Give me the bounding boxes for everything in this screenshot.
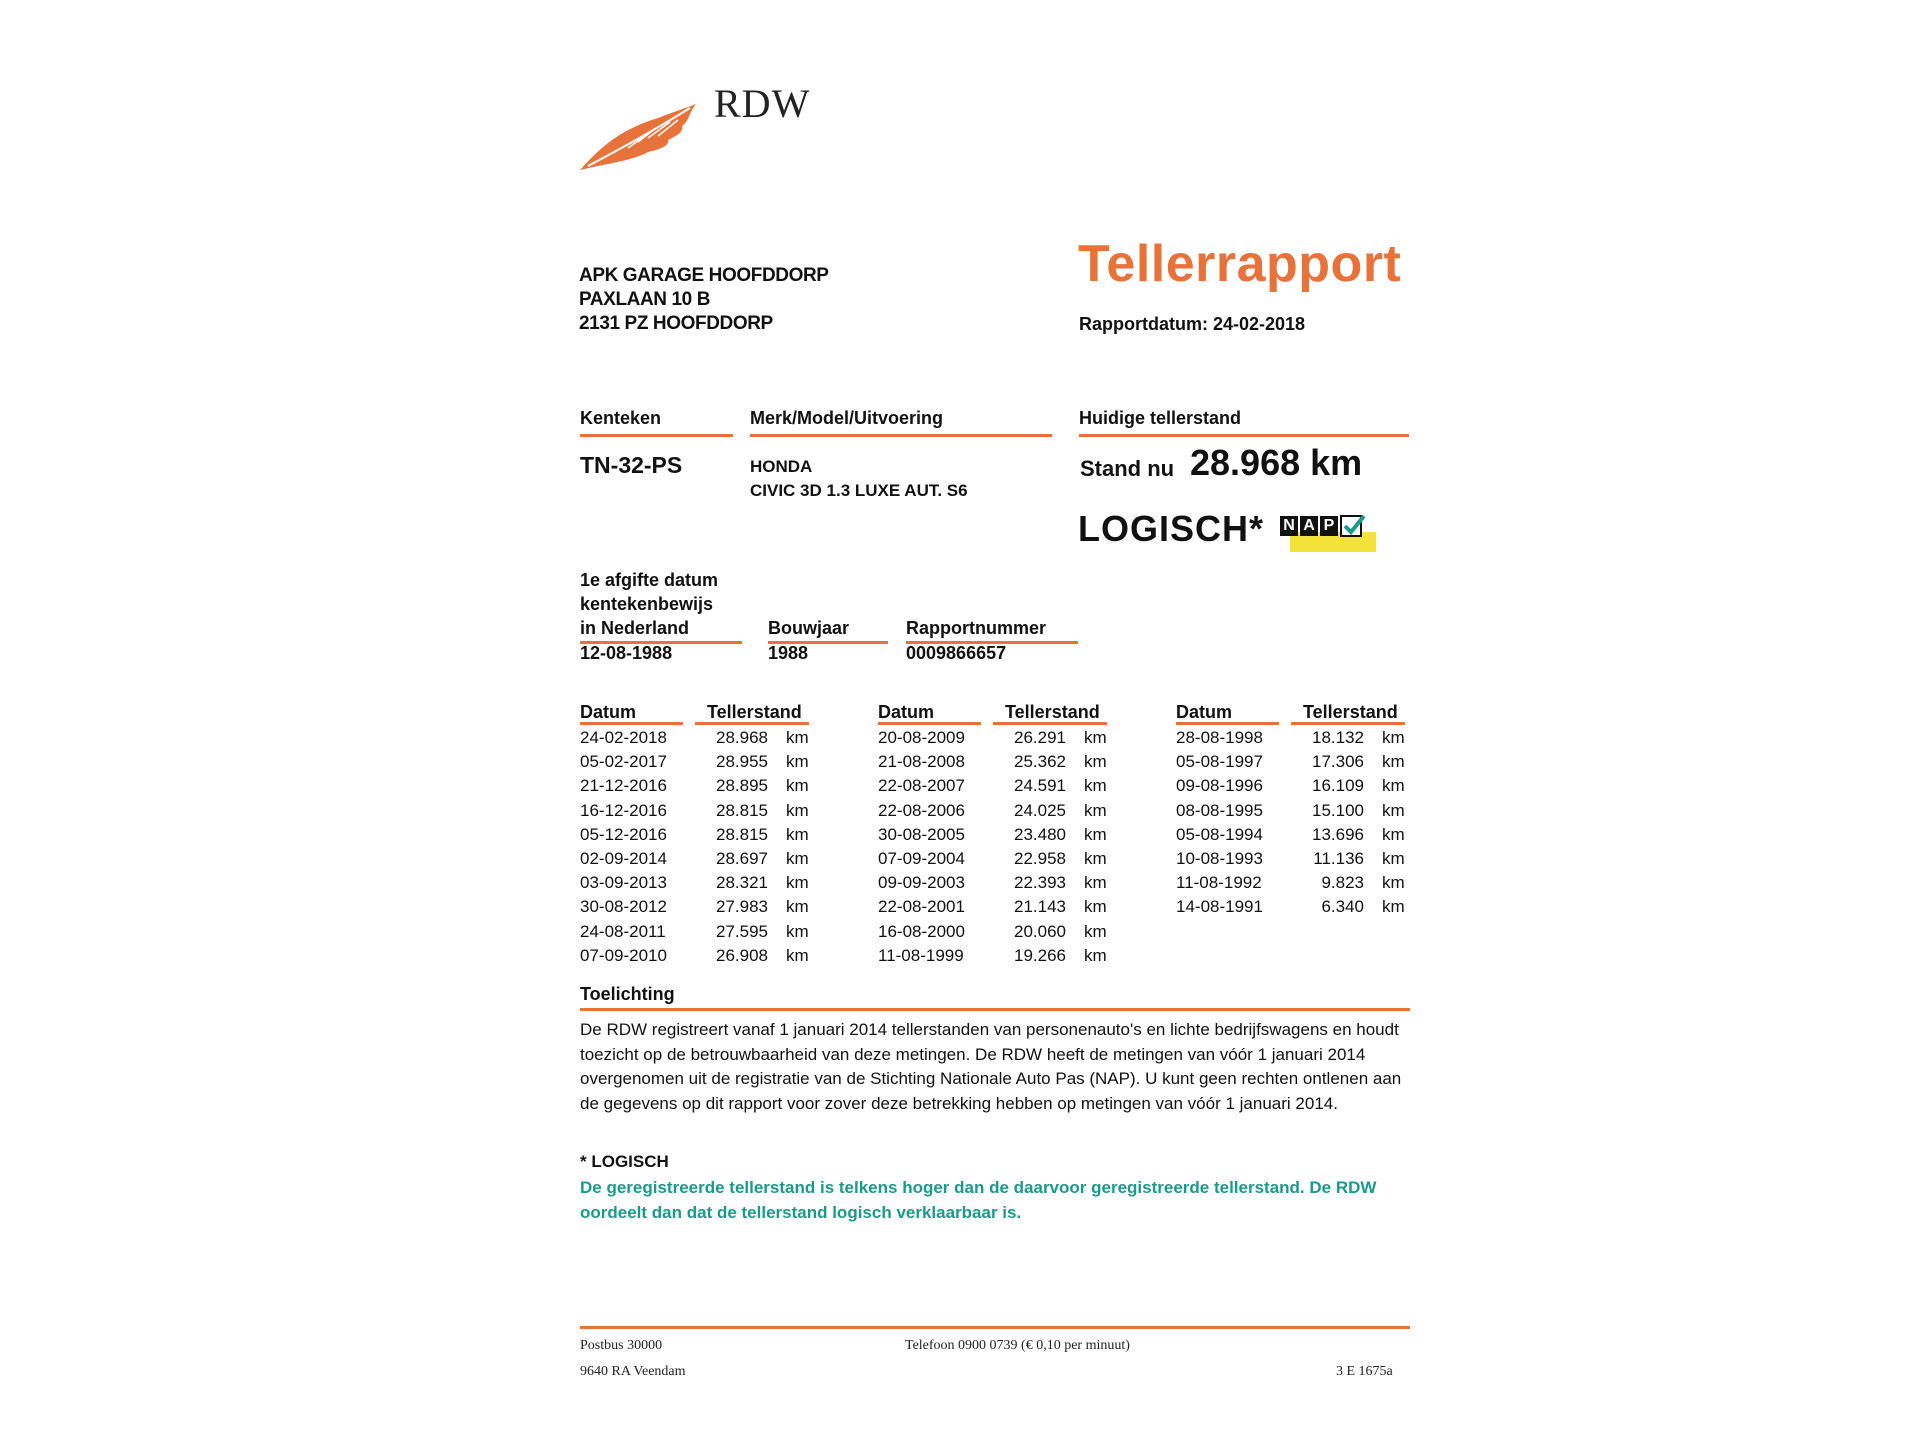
reading-date: 21-08-2008 <box>878 752 965 772</box>
reading-unit: km <box>786 824 809 844</box>
readings-column-2 <box>878 728 1108 970</box>
reading-date: 24-02-2018 <box>580 728 667 747</box>
divider <box>878 722 981 725</box>
reading-value: 16.109 <box>1312 776 1364 796</box>
divider <box>750 434 1052 437</box>
reading-value: 26.291 <box>1014 728 1066 747</box>
reading-value: 23.480 <box>1014 824 1066 844</box>
table-row <box>878 728 1108 752</box>
reading-value: 28.895 <box>716 776 768 796</box>
reading-unit: km <box>1382 752 1405 772</box>
table-row <box>580 825 810 849</box>
footer-postbus: Postbus 30000 <box>580 1338 663 1353</box>
table-row <box>580 873 810 897</box>
divider <box>993 722 1107 725</box>
reading-value: 28.968 <box>716 728 768 747</box>
readings-column-1 <box>580 728 810 970</box>
year-value: 1988 <box>768 643 809 663</box>
reading-unit: km <box>1084 776 1107 796</box>
verdict-label: LOGISCH* <box>1078 508 1265 549</box>
reading-unit: km <box>1382 824 1405 844</box>
reading-unit: km <box>1382 800 1405 820</box>
table-row <box>580 801 810 825</box>
reading-value: 22.958 <box>1014 848 1066 868</box>
reading-value: 28.815 <box>716 800 768 820</box>
reading-unit: km <box>786 752 809 772</box>
reading-date: 22-08-2006 <box>878 800 965 820</box>
footer-form-code: 3 E 1675a <box>1336 1364 1393 1379</box>
table-row <box>1176 825 1406 849</box>
table-row <box>1176 897 1406 921</box>
first-issue-value: 12-08-1988 <box>580 643 673 663</box>
checkmark-icon <box>1340 514 1366 538</box>
report-number-label: Rapportnummer <box>906 618 1047 638</box>
reading-date: 20-08-2009 <box>878 728 965 747</box>
table-row <box>580 752 810 776</box>
nap-letter-a: A <box>1300 516 1318 536</box>
table-row <box>580 728 810 752</box>
first-issue-label-1: 1e afgifte datum <box>580 570 719 590</box>
reading-value: 27.595 <box>716 921 768 941</box>
table-row <box>878 752 1108 776</box>
first-issue-label-2: kentekenbewijs <box>580 594 714 614</box>
reading-value: 22.393 <box>1014 873 1066 893</box>
document-title: Tellerrapport <box>1078 235 1402 293</box>
table-row <box>878 801 1108 825</box>
table-row <box>580 776 810 800</box>
rdw-feather-logo-icon <box>578 100 698 172</box>
table-row <box>878 825 1108 849</box>
reading-date: 16-08-2000 <box>878 921 965 941</box>
reading-value: 19.266 <box>1014 945 1066 965</box>
reading-value: 6.340 <box>1321 897 1364 917</box>
logisch-explanation: De geregistreerde tellerstand is telkens hoger dan de daarvoor geregistreerde tellerstand. De RDW oordeelt dan dat de tellerstand logisch verklaarbaar is. <box>580 1178 1377 1222</box>
merk-value-line-1: HONDA <box>750 457 813 476</box>
reading-value: 25.362 <box>1014 752 1066 772</box>
readings-col1-date-header: Datum <box>580 702 637 722</box>
reading-date: 30-08-2005 <box>878 824 965 844</box>
address-line-1: APK GARAGE HOOFDDORP <box>579 265 829 286</box>
reading-unit: km <box>1382 873 1405 893</box>
reading-unit: km <box>786 728 809 747</box>
reading-date: 22-08-2001 <box>878 897 965 917</box>
reading-unit: km <box>1382 728 1405 747</box>
readings-col1-odometer-header: Tellerstand <box>707 702 802 722</box>
footer-phone: Telefoon 0900 0739 (€ 0,10 per minuut) <box>905 1338 1130 1353</box>
reading-date: 09-09-2003 <box>878 873 965 893</box>
reading-unit: km <box>1084 873 1107 893</box>
reading-date: 30-08-2012 <box>580 897 667 917</box>
reading-value: 28.697 <box>716 848 768 868</box>
reading-unit: km <box>1382 848 1405 868</box>
table-row <box>1176 873 1406 897</box>
address-line-2: PAXLAAN 10 B <box>579 289 711 310</box>
reading-date: 02-09-2014 <box>580 848 667 868</box>
divider <box>695 722 809 725</box>
nap-letter-n: N <box>1280 516 1298 536</box>
reading-unit: km <box>1382 897 1405 917</box>
reading-date: 16-12-2016 <box>580 800 667 820</box>
rdw-logo-text: RDW <box>714 81 811 126</box>
divider <box>1291 722 1405 725</box>
table-row <box>878 946 1108 970</box>
reading-value: 26.908 <box>716 945 768 965</box>
reading-date: 08-08-1995 <box>1176 800 1263 820</box>
reading-unit: km <box>786 848 809 868</box>
reading-date: 05-08-1997 <box>1176 752 1263 772</box>
reading-date: 14-08-1991 <box>1176 897 1263 917</box>
merk-value-line-2: CIVIC 3D 1.3 LUXE AUT. S6 <box>750 481 968 500</box>
reading-date: 05-08-1994 <box>1176 824 1263 844</box>
reading-date: 11-08-1992 <box>1176 873 1262 893</box>
reading-value: 11.136 <box>1313 848 1364 868</box>
reading-value: 13.696 <box>1312 824 1364 844</box>
logisch-label: * LOGISCH <box>580 1152 669 1171</box>
table-row <box>580 849 810 873</box>
reading-value: 28.955 <box>716 752 768 772</box>
reading-unit: km <box>1084 728 1107 747</box>
table-row <box>1176 728 1406 752</box>
table-row <box>1176 776 1406 800</box>
report-date: Rapportdatum: 24-02-2018 <box>1079 314 1306 334</box>
table-row <box>878 922 1108 946</box>
reading-unit: km <box>1084 897 1107 917</box>
divider <box>580 1008 1410 1011</box>
table-row <box>580 922 810 946</box>
nap-letter-p: P <box>1320 516 1338 536</box>
reading-unit: km <box>1084 800 1107 820</box>
readings-col2-date-header: Datum <box>878 702 935 722</box>
readings-column-3 <box>1176 728 1406 922</box>
reading-date: 22-08-2007 <box>878 776 965 796</box>
reading-date: 07-09-2010 <box>580 945 667 965</box>
reading-value: 21.143 <box>1014 897 1066 917</box>
reading-value: 15.100 <box>1312 800 1364 820</box>
reading-date: 11-08-1999 <box>878 945 964 965</box>
reading-value: 24.025 <box>1014 800 1066 820</box>
note-title: Toelichting <box>580 984 675 1004</box>
divider <box>1079 434 1409 437</box>
table-row <box>878 849 1108 873</box>
reading-unit: km <box>786 776 809 796</box>
table-row <box>580 946 810 970</box>
reading-unit: km <box>1084 921 1107 941</box>
kenteken-label: Kenteken <box>580 408 662 428</box>
reading-value: 18.132 <box>1312 728 1364 747</box>
reading-unit: km <box>1084 945 1107 965</box>
divider <box>1176 722 1279 725</box>
nap-logo-icon <box>1280 512 1376 552</box>
reading-unit: km <box>1084 824 1107 844</box>
table-row <box>1176 801 1406 825</box>
report-number-value: 0009866657 <box>906 643 1007 663</box>
reading-date: 03-09-2013 <box>580 873 667 893</box>
note-body: De RDW registreert vanaf 1 januari 2014 tellerstanden van personenauto's en lichte bedrijfswagens en houdt toezicht op de betrouwbaarheid van deze metingen. De RDW heeft de metingen van vóór 1 januari 2014 overgenomen uit de registratie van de Stichting Nationale Auto Pas (NAP). U kunt geen rechten ontlenen aan de gegevens op dit rapport voor zover deze betrekking hebben op metingen van vóór 1 januari 2014. <box>580 1020 1402 1113</box>
readings-col3-odometer-header: Tellerstand <box>1303 702 1398 722</box>
first-issue-label-3: in Nederland <box>580 618 690 638</box>
reading-value: 28.321 <box>716 873 768 893</box>
address-line-3: 2131 PZ HOOFDDORP <box>579 313 773 334</box>
current-odometer-value: 28.968 km <box>1190 442 1363 483</box>
reading-date: 24-08-2011 <box>580 921 666 941</box>
reading-unit: km <box>786 921 809 941</box>
table-row <box>580 897 810 921</box>
reading-date: 10-08-1993 <box>1176 848 1263 868</box>
reading-value: 20.060 <box>1014 921 1066 941</box>
reading-date: 28-08-1998 <box>1176 728 1263 747</box>
merk-label: Merk/Model/Uitvoering <box>750 408 944 428</box>
reading-value: 28.815 <box>716 824 768 844</box>
reading-value: 9.823 <box>1321 873 1364 893</box>
reading-value: 24.591 <box>1014 776 1066 796</box>
reading-unit: km <box>1382 776 1405 796</box>
current-odometer-label: Huidige tellerstand <box>1079 408 1242 428</box>
reading-date: 07-09-2004 <box>878 848 965 868</box>
reading-unit: km <box>786 897 809 917</box>
reading-unit: km <box>1084 848 1107 868</box>
reading-unit: km <box>786 945 809 965</box>
reading-unit: km <box>786 800 809 820</box>
year-label: Bouwjaar <box>768 618 850 638</box>
footer-city: 9640 RA Veendam <box>580 1364 686 1379</box>
reading-value: 27.983 <box>716 897 768 917</box>
divider <box>580 722 683 725</box>
readings-col2-odometer-header: Tellerstand <box>1005 702 1100 722</box>
reading-unit: km <box>786 873 809 893</box>
kenteken-value: TN-32-PS <box>580 452 683 478</box>
reading-date: 21-12-2016 <box>580 776 667 796</box>
reading-unit: km <box>1084 752 1107 772</box>
table-row <box>878 873 1108 897</box>
readings-col3-date-header: Datum <box>1176 702 1233 722</box>
divider <box>580 434 733 437</box>
table-row <box>878 776 1108 800</box>
reading-date: 05-02-2017 <box>580 752 667 772</box>
reading-value: 17.306 <box>1312 752 1364 772</box>
table-row <box>1176 752 1406 776</box>
footer-divider <box>580 1326 1410 1329</box>
reading-date: 05-12-2016 <box>580 824 667 844</box>
current-odometer-prefix: Stand nu <box>1080 456 1175 481</box>
reading-date: 09-08-1996 <box>1176 776 1263 796</box>
table-row <box>1176 849 1406 873</box>
table-row <box>878 897 1108 921</box>
